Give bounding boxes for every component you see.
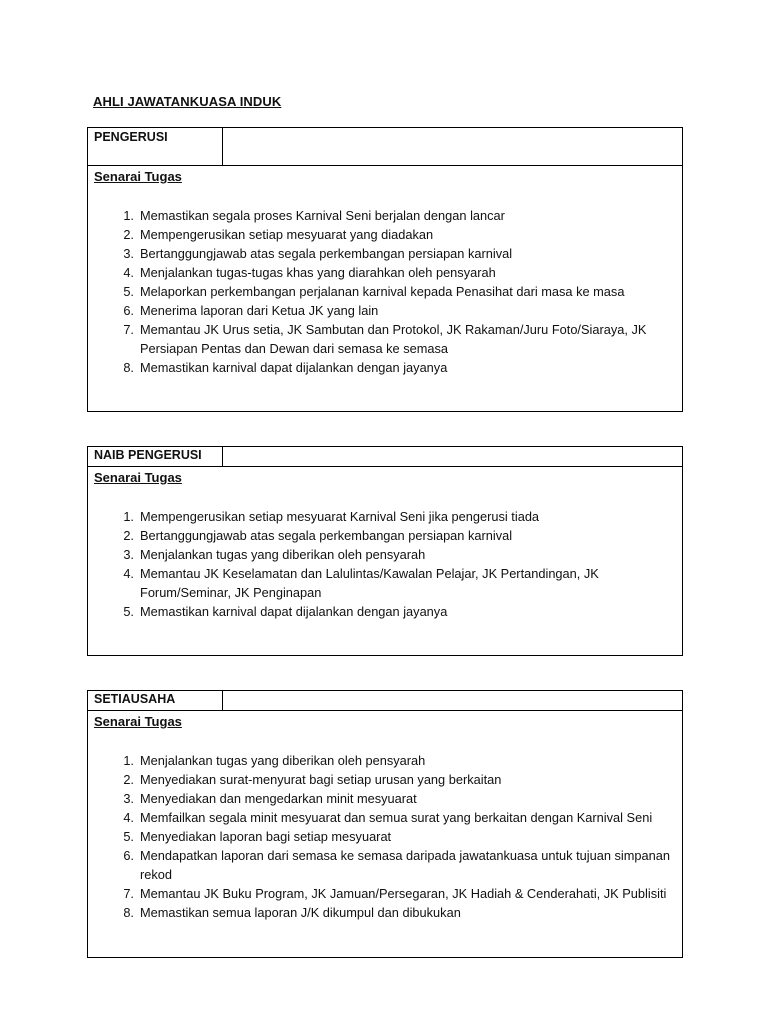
duty-item	[94, 225, 682, 244]
role-name-cell	[223, 128, 682, 165]
duty-item	[94, 770, 682, 789]
role-title: NAIB PENGERUSI	[88, 447, 223, 466]
duty-number: 5.	[123, 829, 134, 844]
page-heading: AHLI JAWATANKUASA INDUK	[93, 94, 282, 109]
duty-item	[94, 751, 682, 770]
duty-text: Menjalankan tugas-tugas khas yang diarahkan oleh pensyarah	[140, 265, 496, 280]
role-title: PENGERUSI	[88, 128, 223, 165]
duty-text: Mempengerusikan setiap mesyuarat yang diadakan	[140, 227, 434, 242]
duty-item	[94, 282, 682, 301]
duty-item	[94, 903, 682, 922]
duty-item	[94, 789, 682, 808]
duty-text: Memantau JK Buku Program, JK Jamuan/Persegaran, JK Hadiah & Cenderahati, JK Publisiti	[140, 886, 667, 901]
duties-cell	[88, 166, 682, 377]
duties-list	[94, 507, 682, 621]
duty-number: 2.	[123, 528, 134, 543]
duty-text: Memantau JK Urus setia, JK Sambutan dan Protokol, JK Rakaman/Juru Foto/Siaraya, JK Persiapan Pentas dan Dewan dari semasa ke semasa	[140, 322, 647, 356]
duties-cell	[88, 467, 682, 621]
duty-number: 5.	[123, 284, 134, 299]
duty-item	[94, 301, 682, 320]
duty-number: 3.	[123, 246, 134, 261]
duty-text: Menjalankan tugas yang diberikan oleh pensyarah	[140, 547, 426, 562]
duties-title: Senarai Tugas	[94, 169, 182, 184]
duty-item	[94, 602, 682, 621]
duty-text: Melaporkan perkembangan perjalanan karnival kepada Penasihat dari masa ke masa	[140, 284, 625, 299]
duty-number: 4.	[123, 566, 134, 581]
duty-text: Mendapatkan laporan dari semasa ke semasa daripada jawatankuasa untuk tujuan simpanan rekod	[140, 848, 670, 882]
duty-number: 8.	[123, 360, 134, 375]
duties-title: Senarai Tugas	[94, 714, 182, 729]
duty-text: Memastikan karnival dapat dijalankan dengan jayanya	[140, 604, 448, 619]
role-header-row	[88, 691, 682, 711]
duty-number: 4.	[123, 265, 134, 280]
duty-number: 2.	[123, 772, 134, 787]
role-title: SETIAUSAHA	[88, 691, 223, 710]
duty-number: 1.	[123, 208, 134, 223]
duty-text: Memfailkan segala minit mesyuarat dan semua surat yang berkaitan dengan Karnival Seni	[140, 810, 653, 825]
duty-text: Bertanggungjawab atas segala perkembangan persiapan karnival	[140, 528, 513, 543]
duty-item	[94, 320, 682, 358]
role-header-row	[88, 128, 682, 166]
role-table-pengerusi	[87, 127, 683, 412]
duty-number: 8.	[123, 905, 134, 920]
duty-number: 3.	[123, 547, 134, 562]
duty-text: Menjalankan tugas yang diberikan oleh pensyarah	[140, 753, 426, 768]
duty-text: Menyediakan laporan bagi setiap mesyuarat	[140, 829, 392, 844]
duty-item	[94, 244, 682, 263]
duties-cell	[88, 711, 682, 922]
duties-list	[94, 751, 682, 922]
duty-text: Memantau JK Keselamatan dan Lalulintas/Kawalan Pelajar, JK Pertandingan, JK Forum/Seminar, JK Penginapan	[140, 566, 599, 600]
duty-text: Bertanggungjawab atas segala perkembangan persiapan karnival	[140, 246, 513, 261]
duty-text: Memastikan karnival dapat dijalankan dengan jayanya	[140, 360, 448, 375]
duty-item	[94, 545, 682, 564]
duty-number: 6.	[123, 303, 134, 318]
role-name-cell	[223, 447, 682, 466]
duty-text: Menyediakan surat-menyurat bagi setiap urusan yang berkaitan	[140, 772, 502, 787]
duty-text: Menyediakan dan mengedarkan minit mesyuarat	[140, 791, 417, 806]
duty-item	[94, 526, 682, 545]
role-header-row	[88, 447, 682, 467]
duty-number: 5.	[123, 604, 134, 619]
duty-number: 7.	[123, 886, 134, 901]
duty-item	[94, 808, 682, 827]
duty-item	[94, 507, 682, 526]
duty-item	[94, 206, 682, 225]
duty-text: Menerima laporan dari Ketua JK yang lain	[140, 303, 379, 318]
duty-number: 7.	[123, 322, 134, 337]
duty-item	[94, 263, 682, 282]
duty-text: Memastikan segala proses Karnival Seni berjalan dengan lancar	[140, 208, 505, 223]
duty-number: 4.	[123, 810, 134, 825]
duty-number: 3.	[123, 791, 134, 806]
duties-list	[94, 206, 682, 377]
role-table-naib-pengerusi	[87, 446, 683, 656]
duty-item	[94, 846, 682, 884]
duty-item	[94, 358, 682, 377]
duty-text: Mempengerusikan setiap mesyuarat Karnival Seni jika pengerusi tiada	[140, 509, 540, 524]
duties-title: Senarai Tugas	[94, 470, 182, 485]
duty-number: 2.	[123, 227, 134, 242]
duty-number: 6.	[123, 848, 134, 863]
duty-number: 1.	[123, 753, 134, 768]
role-name-cell	[223, 691, 682, 710]
duty-item	[94, 564, 682, 602]
duty-item	[94, 827, 682, 846]
duty-number: 1.	[123, 509, 134, 524]
duty-item	[94, 884, 682, 903]
role-table-setiausaha	[87, 690, 683, 958]
duty-text: Memastikan semua laporan J/K dikumpul dan dibukukan	[140, 905, 461, 920]
